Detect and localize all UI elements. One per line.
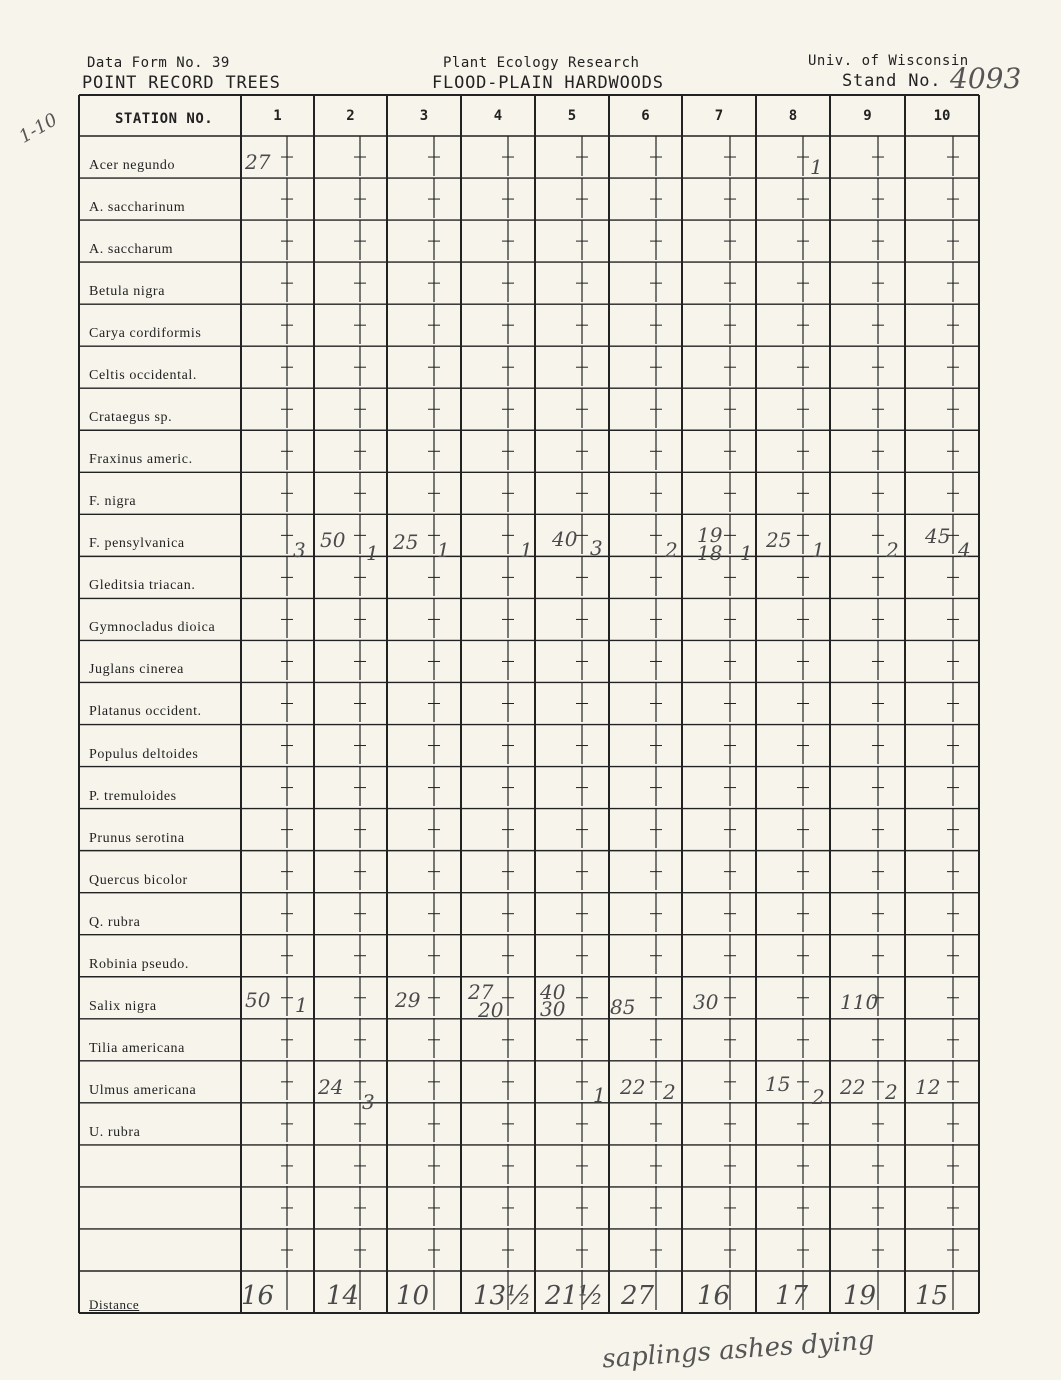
tally-entry: 1 <box>437 538 450 562</box>
form-number: Data Form No. 39 <box>87 55 230 71</box>
tally-entry: 3 <box>362 1090 375 1114</box>
tally-entry: 2 <box>663 1080 676 1104</box>
species-label: Platanus occident. <box>89 704 202 720</box>
species-label: Carya cordiformis <box>89 326 202 342</box>
species-label: A. saccharinum <box>89 200 186 216</box>
species-label: Celtis occidental. <box>89 368 197 384</box>
tally-entry: 110 <box>840 990 879 1014</box>
station-number: 6 <box>641 108 650 124</box>
species-label: P. tremuloides <box>89 788 177 804</box>
distance-value: 27 <box>621 1281 655 1311</box>
tally-entry: 27 <box>468 980 494 1004</box>
tally-entry: 40 <box>540 980 566 1004</box>
tally-entry: 29 <box>395 988 421 1012</box>
distance-value: 16 <box>697 1281 731 1311</box>
species-label: Betula nigra <box>89 284 166 300</box>
species-label: Quercus bicolor <box>89 872 188 888</box>
tally-entry: 1 <box>812 538 825 562</box>
station-number: 1 <box>273 108 282 124</box>
station-number: 10 <box>933 108 951 124</box>
form-title: POINT RECORD TREES <box>82 73 281 93</box>
species-label: Q. rubra <box>89 914 141 930</box>
tally-entry: 30 <box>693 990 719 1014</box>
station-number: 7 <box>714 108 724 124</box>
species-label: Robinia pseudo. <box>89 956 189 972</box>
tally-entry: 20 <box>478 998 504 1022</box>
tally-entry: 19 <box>697 523 723 547</box>
species-label: Crataegus sp. <box>89 410 173 426</box>
tally-entry: 2 <box>886 538 899 562</box>
tally-entry: 3 <box>293 538 306 562</box>
species-label: F. nigra <box>89 494 137 510</box>
community-title: FLOOD-PLAIN HARDWOODS <box>432 73 664 93</box>
tally-entry: 25 <box>393 530 419 554</box>
tally-entry: 4 <box>958 538 971 562</box>
tally-entry: 3 <box>590 536 603 560</box>
distance-value: 21½ <box>545 1281 604 1311</box>
species-label: Acer negundo <box>89 158 176 173</box>
tally-entry: 1 <box>366 541 379 565</box>
bottom-note: saplings ashes dying <box>601 1325 876 1375</box>
tally-entry: 12 <box>915 1075 941 1099</box>
tally-entry: 45 <box>925 524 951 548</box>
station-number: 9 <box>863 108 872 124</box>
tally-entry: 50 <box>320 528 346 552</box>
tally-entry: 30 <box>540 997 566 1021</box>
stand-label: Stand No. <box>842 71 942 91</box>
distance-value: 16 <box>241 1281 275 1311</box>
distance-value: 10 <box>396 1281 430 1311</box>
distance-value: 15 <box>915 1281 949 1311</box>
margin-note: 1-10 <box>15 109 61 148</box>
species-label: Populus deltoides <box>89 746 199 762</box>
tally-entry: 25 <box>766 528 792 552</box>
tally-entry: 1 <box>295 993 308 1017</box>
tally-entry: 22 <box>840 1075 866 1099</box>
species-label: Gymnocladus dioica <box>89 620 216 636</box>
university-name: Univ. of Wisconsin <box>808 53 969 69</box>
distance-value: 14 <box>326 1281 360 1311</box>
research-title: Plant Ecology Research <box>443 55 640 71</box>
tally-entry: 1 <box>810 155 823 179</box>
tally-entry: 2 <box>812 1085 825 1109</box>
station-number: 3 <box>419 108 429 124</box>
tally-entry: 85 <box>610 995 636 1019</box>
species-label: Ulmus americana <box>89 1082 197 1098</box>
species-label: F. pensylvanica <box>89 536 185 552</box>
species-label: Fraxinus americ. <box>89 452 193 468</box>
station-number: 5 <box>567 108 577 124</box>
species-label: Salix nigra <box>89 998 157 1014</box>
species-label: U. rubra <box>89 1124 141 1140</box>
tally-entry: 2 <box>665 538 678 562</box>
tally-entry: 22 <box>620 1075 646 1099</box>
tally-entry: 1 <box>520 538 533 562</box>
distance-value: 19 <box>843 1281 877 1311</box>
tally-entry: 15 <box>765 1072 791 1096</box>
station-label: STATION NO. <box>115 111 214 127</box>
tally-entry: 50 <box>245 988 271 1012</box>
stand-number: 4093 <box>950 62 1022 95</box>
tally-entry: 27 <box>245 150 271 174</box>
station-number: 8 <box>788 108 798 124</box>
station-number: 4 <box>493 108 503 124</box>
tally-entry: 1 <box>593 1083 606 1107</box>
tally-entry: 24 <box>318 1075 344 1099</box>
species-label: Gleditsia triacan. <box>89 578 196 594</box>
distance-value: 13½ <box>473 1281 532 1311</box>
tally-entry: 18 <box>697 541 723 565</box>
species-label: Tilia americana <box>89 1040 185 1056</box>
tally-entry: 40 <box>552 527 578 551</box>
species-label: Juglans cinerea <box>89 662 184 678</box>
tally-entry: 2 <box>885 1080 898 1104</box>
distance-value: 17 <box>775 1281 809 1311</box>
tally-entry: 1 <box>740 541 753 565</box>
species-label: A. saccharum <box>89 242 174 258</box>
station-number: 2 <box>346 108 355 124</box>
species-label: Prunus serotina <box>89 830 185 846</box>
distance-label: Distance <box>89 1297 140 1312</box>
